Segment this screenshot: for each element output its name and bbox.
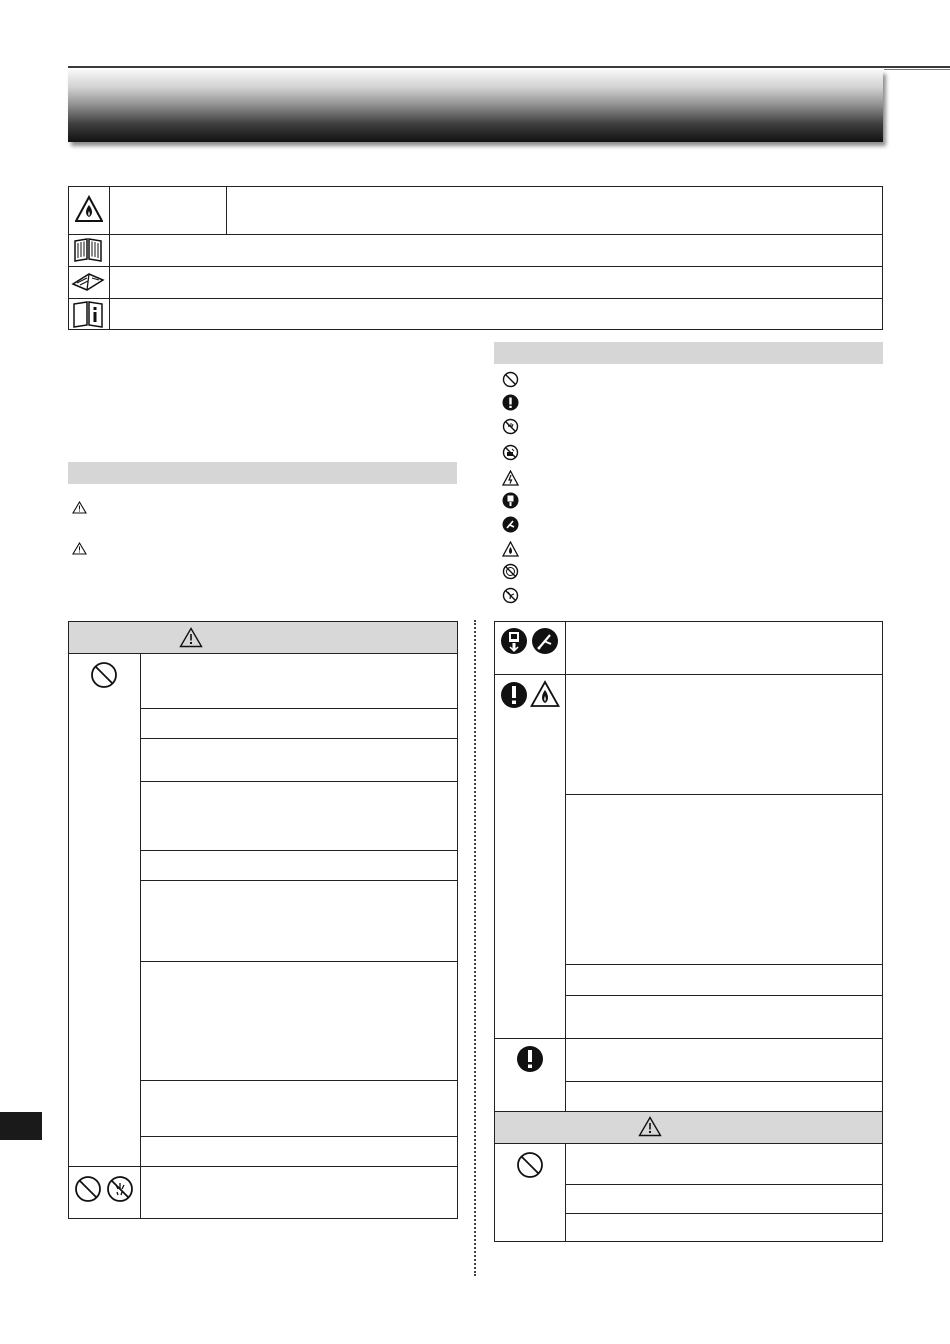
no-fan-icon — [502, 587, 519, 604]
table-row-divider — [494, 1038, 883, 1039]
mandatory-exclamation-icon — [516, 1045, 544, 1073]
top-rule — [68, 66, 950, 68]
table-row-divider — [565, 964, 883, 965]
unplug-icon — [502, 492, 519, 509]
prohibition-icon — [74, 1175, 102, 1203]
table-divider — [68, 653, 458, 654]
table-row-divider — [68, 1166, 458, 1167]
warning-triangle-icon — [638, 1116, 662, 1137]
mandatory-exclamation-icon — [500, 681, 528, 709]
no-wet-hands-icon — [502, 418, 519, 435]
table-row-divider — [565, 1184, 883, 1185]
warning-flammable-icon — [530, 680, 560, 708]
mandatory-exclamation-icon — [502, 394, 519, 411]
table-row-divider — [140, 781, 458, 782]
prohibition-icon — [502, 371, 519, 388]
table-row-divider — [140, 880, 458, 881]
info-manual-icon — [72, 300, 104, 328]
table-col-divider — [565, 1143, 566, 1242]
ground-icon — [502, 516, 519, 533]
prohibition-icon — [90, 661, 118, 689]
legend-row-divider — [68, 298, 883, 299]
right-warning-table — [494, 621, 883, 1242]
left-section-header — [68, 462, 457, 484]
flammable-icon — [502, 541, 519, 557]
table-row-divider — [494, 674, 883, 675]
left-warning-header — [69, 622, 457, 653]
table-row-divider — [140, 961, 458, 962]
warning-flammable-icon — [75, 195, 103, 223]
column-divider — [474, 620, 476, 1276]
open-manual-icon — [71, 270, 105, 294]
right-caution-header — [495, 1112, 882, 1143]
top-rule-extension — [884, 69, 950, 70]
table-row-divider — [140, 1080, 458, 1081]
page-title-banner — [68, 70, 883, 142]
table-row-divider — [565, 794, 883, 795]
prohibition-icon — [516, 1151, 544, 1179]
table-row-divider — [565, 995, 883, 996]
left-warning-table — [68, 621, 458, 1219]
side-page-tab — [0, 1112, 42, 1140]
manual-book-icon — [73, 237, 103, 263]
table-row-divider — [565, 1081, 883, 1082]
table-row-divider — [140, 1136, 458, 1137]
table-divider — [494, 1143, 883, 1144]
unplug-icon — [500, 627, 528, 655]
legend-col-divider — [109, 186, 110, 330]
no-touch-icon — [502, 563, 519, 580]
ground-icon — [531, 627, 559, 655]
legend-row-divider — [68, 234, 883, 235]
table-row-divider — [140, 708, 458, 709]
warning-triangle-icon — [72, 501, 87, 514]
no-wet-hands-icon — [106, 1175, 134, 1203]
legend-col-divider — [226, 186, 227, 234]
right-section-header — [494, 342, 883, 364]
electric-shock-icon — [502, 470, 519, 486]
table-row-divider — [140, 738, 458, 739]
no-water-icon — [502, 444, 519, 461]
warning-triangle-icon — [72, 542, 87, 555]
symbol-legend-table — [68, 186, 883, 330]
table-row-divider — [140, 850, 458, 851]
table-row-divider — [565, 1213, 883, 1214]
warning-triangle-icon — [179, 627, 203, 648]
legend-row-divider — [68, 266, 883, 267]
